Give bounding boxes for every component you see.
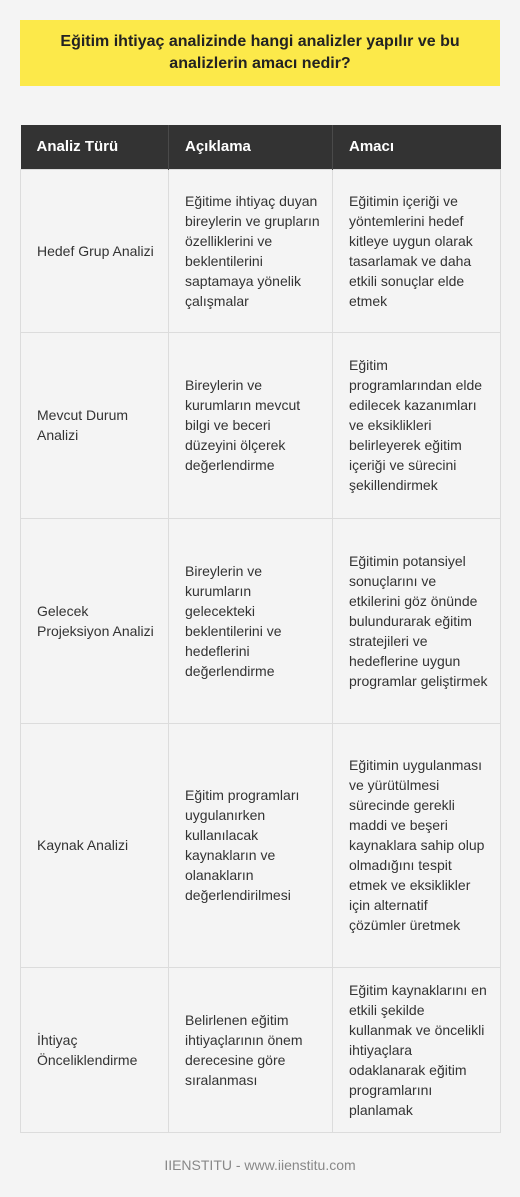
column-header-purpose: Amacı [333, 125, 501, 169]
cell-description: Bireylerin ve kurumların gelecekteki beklentilerini ve hedeflerini değerlendirme [169, 518, 333, 723]
title-banner [20, 20, 500, 86]
table-header-row [21, 125, 501, 169]
table-row [21, 723, 501, 967]
cell-analysis-type: Mevcut Durum Analizi [21, 332, 169, 518]
cell-analysis-type: Kaynak Analizi [21, 723, 169, 967]
cell-description: Eğitim programları uygulanırken kullanılacak kaynakların ve olanakların değerlendirilmesi [169, 723, 333, 967]
column-header-type: Analiz Türü [21, 125, 169, 169]
analysis-table [20, 125, 501, 1133]
table-row [21, 967, 501, 1132]
cell-purpose: Eğitimin potansiyel sonuçlarını ve etkilerini göz önünde bulundurarak eğitim stratejileri ve hedeflerine uygun programlar geliştirmek [333, 518, 501, 723]
cell-description: Eğitime ihtiyaç duyan bireylerin ve grupların özelliklerini ve beklentilerini saptamaya yönelik çalışmalar [169, 169, 333, 332]
cell-description: Bireylerin ve kurumların mevcut bilgi ve beceri düzeyini ölçerek değerlendirme [169, 332, 333, 518]
cell-analysis-type: İhtiyaç Önceliklendirme [21, 967, 169, 1132]
page-title: Eğitim ihtiyaç analizinde hangi analizler yapılır ve bu analizlerin amacı nedir? [60, 33, 460, 72]
cell-analysis-type: Gelecek Projeksiyon Analizi [21, 518, 169, 723]
table-row [21, 332, 501, 518]
cell-purpose: Eğitim kaynaklarını en etkili şekilde kullanmak ve öncelikli ihtiyaçlara odaklanarak eğitim programlarını planlamak [333, 967, 501, 1132]
cell-purpose: Eğitim programlarından elde edilecek kazanımları ve eksiklikleri belirleyerek eğitim içeriği ve sürecini şekillendirmek [333, 332, 501, 518]
cell-purpose: Eğitimin uygulanması ve yürütülmesi sürecinde gerekli maddi ve beşeri kaynaklara sahip olup olmadığını tespit etmek ve eksiklikler için alternatif çözümler üretmek [333, 723, 501, 967]
column-header-description: Açıklama [169, 125, 333, 169]
cell-analysis-type: Hedef Grup Analizi [21, 169, 169, 332]
table-row [21, 169, 501, 332]
footer-credit: IIENSTITU - www.iienstitu.com [164, 1157, 356, 1173]
cell-description: Belirlenen eğitim ihtiyaçlarının önem derecesine göre sıralanması [169, 967, 333, 1132]
table-row [21, 518, 501, 723]
cell-purpose: Eğitimin içeriği ve yöntemlerini hedef kitleye uygun olarak tasarlamak ve daha etkili sonuçlar elde etmek [333, 169, 501, 332]
